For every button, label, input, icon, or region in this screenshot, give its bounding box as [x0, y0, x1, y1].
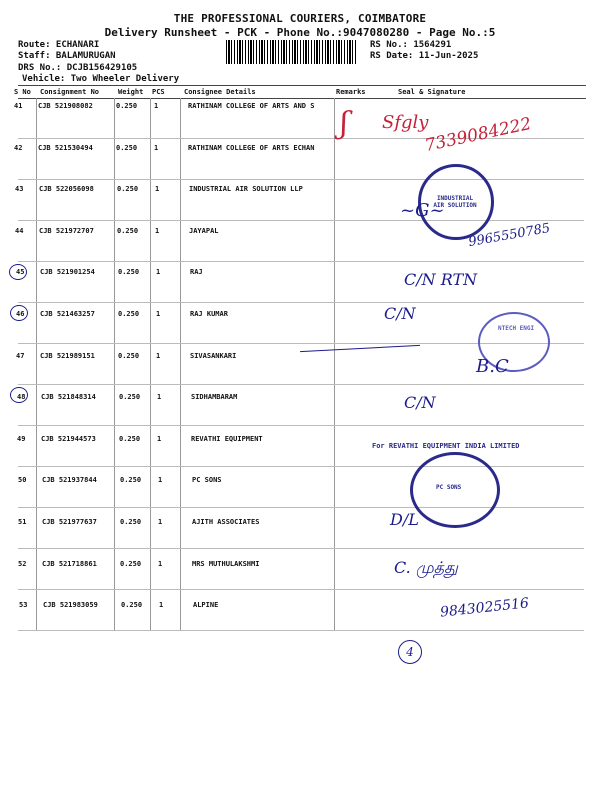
row-pcs: 1 — [158, 476, 163, 485]
report-title: THE PROFESSIONAL COURIERS, COIMBATORE — [173, 12, 427, 25]
row-weight: 0.250 — [118, 268, 140, 277]
row-divider — [18, 261, 584, 262]
col-consignment: Consignment No — [40, 88, 100, 96]
drs-number: DRS No.: DCJB156429105 — [18, 63, 138, 73]
row-divider — [18, 589, 584, 590]
handwritten-phone: 9965550785 — [467, 220, 552, 251]
row-divider — [18, 548, 584, 549]
signature: ~G~ — [400, 200, 445, 221]
row-consignment-no: CJB 521944573 — [41, 434, 96, 443]
circle-mark — [10, 305, 28, 321]
col-remarks: Remarks — [336, 88, 366, 96]
row-consignee: ALPINE — [193, 601, 219, 610]
row-consignment-no: CJB 521983059 — [43, 601, 98, 610]
row-consignee: RATHINAM COLLEGE OF ARTS AND S — [188, 102, 315, 110]
row-divider — [18, 220, 584, 221]
row-pcs: 1 — [156, 310, 161, 318]
row-consignment-no: CJB 521848314 — [41, 393, 96, 402]
row-consignee: SIVASANKARI — [190, 351, 237, 360]
page-circle-mark: 4 — [398, 640, 422, 664]
stamp-text: INDUSTRIAL AIR SOLUTION — [433, 195, 477, 209]
row-sno: 53 — [19, 601, 28, 610]
rs-number: RS No.: 1564291 — [370, 40, 452, 50]
handwritten-remark: B.C — [476, 356, 509, 377]
row-consignee: JAYAPAL — [189, 226, 219, 235]
row-consignee: AJITH ASSOCIATES — [192, 518, 260, 526]
handwritten-remark: D/L — [390, 510, 419, 529]
row-pcs: 1 — [156, 351, 161, 360]
report-subtitle: Delivery Runsheet - PCK - Phone No.:9047080280 - Page No.:5 — [104, 26, 496, 39]
handwritten-remark: C/N RTN — [404, 270, 478, 289]
row-pcs: 1 — [159, 601, 164, 610]
col-consignee: Consignee Details — [184, 88, 256, 96]
row-consignment-no: CJB 521937844 — [42, 476, 97, 485]
staff: Staff: BALAMURUGAN — [18, 51, 116, 61]
rs-date: RS Date: 11-Jun-2025 — [370, 51, 479, 61]
circle-mark — [9, 264, 27, 280]
row-consignment-no: CJB 521972707 — [39, 226, 94, 235]
handwritten-remark: C/N — [404, 393, 436, 412]
row-sno: 50 — [18, 476, 27, 485]
arrow-mark — [300, 345, 420, 352]
row-pcs: 1 — [157, 434, 162, 443]
row-consignment-no: CJB 521908082 — [38, 102, 93, 110]
row-pcs: 1 — [154, 102, 159, 110]
row-consignee: RAJ — [190, 268, 203, 277]
row-consignment-no: CJB 521530494 — [38, 143, 93, 152]
row-weight: 0.250 — [119, 434, 141, 443]
col-sno: S No — [14, 88, 31, 96]
row-pcs: 1 — [155, 185, 160, 194]
row-pcs: 1 — [158, 559, 163, 568]
row-weight: 0.250 — [120, 476, 142, 485]
row-consignee: REVATHI EQUIPMENT — [191, 434, 263, 443]
row-weight: 0.250 — [118, 351, 140, 360]
barcode — [226, 40, 356, 64]
row-consignee: RATHINAM COLLEGE OF ARTS ECHAN — [188, 143, 315, 152]
row-weight: 0.250 — [118, 310, 140, 318]
row-weight: 0.250 — [120, 518, 142, 526]
route: Route: ECHANARI — [18, 40, 100, 50]
row-divider — [18, 425, 584, 426]
col-seal: Seal & Signature — [398, 88, 466, 96]
stamp-text: PC SONS — [436, 484, 462, 491]
row-consignment-no: CJB 521989151 — [40, 351, 95, 360]
handwritten-remark: C/N — [384, 304, 416, 323]
row-consignee: INDUSTRIAL AIR SOLUTION LLP — [189, 185, 303, 194]
vehicle: Vehicle: Two Wheeler Delivery — [22, 74, 180, 84]
row-consignee: SIDHAMBARAM — [191, 393, 238, 402]
row-sno: 46 — [16, 310, 25, 318]
row-divider — [18, 630, 584, 631]
row-weight: 0.250 — [119, 393, 141, 402]
row-consignment-no: CJB 521718861 — [42, 559, 97, 568]
col-pcs: PCS — [152, 88, 165, 96]
company-seal-text: For REVATHI EQUIPMENT INDIA LIMITED — [372, 442, 520, 450]
row-consignment-no: CJB 521463257 — [40, 310, 95, 318]
row-sno: 44 — [15, 226, 24, 235]
row-sno: 47 — [16, 351, 25, 360]
row-sno: 45 — [16, 268, 25, 277]
row-divider — [18, 466, 584, 467]
row-sno: 51 — [18, 518, 27, 526]
handwritten-phone: 9843025516 — [439, 595, 530, 621]
row-sno: 52 — [18, 559, 27, 568]
red-signature: ʃ — [340, 106, 349, 141]
row-weight: 0.250 — [117, 185, 139, 194]
col-weight: Weight — [118, 88, 144, 96]
row-divider — [18, 179, 584, 180]
row-sno: 42 — [14, 143, 23, 152]
row-pcs: 1 — [155, 226, 160, 235]
row-sno: 43 — [15, 185, 24, 194]
row-weight: 0.250 — [117, 226, 139, 235]
row-sno: 41 — [14, 102, 23, 110]
row-divider — [18, 384, 584, 385]
circle-mark — [10, 387, 28, 403]
handwritten-phone: 7339084222 — [423, 113, 534, 157]
row-sno: 49 — [17, 434, 26, 443]
row-pcs: 1 — [156, 268, 161, 277]
row-weight: 0.250 — [120, 559, 142, 568]
row-sno: 48 — [17, 393, 26, 402]
row-consignee: MRS MUTHULAKSHMI — [192, 559, 260, 568]
row-weight: 0.250 — [121, 601, 143, 610]
red-signature: Sfgly — [382, 112, 429, 133]
handwritten-name: C. முத்து — [394, 558, 458, 577]
row-consignee: RAJ KUMAR — [190, 310, 228, 318]
row-consignment-no: CJB 522056098 — [39, 185, 94, 194]
row-divider — [18, 507, 584, 508]
row-weight: 0.250 — [116, 143, 138, 152]
row-divider — [18, 302, 584, 303]
row-consignment-no: CJB 521901254 — [40, 268, 95, 277]
stamp-text: NTECH ENGI — [498, 325, 535, 332]
row-weight: 0.250 — [116, 102, 138, 110]
row-consignment-no: CJB 521977637 — [42, 518, 97, 526]
row-pcs: 1 — [154, 143, 159, 152]
row-pcs: 1 — [157, 393, 162, 402]
row-consignee: PC SONS — [192, 476, 222, 485]
row-pcs: 1 — [158, 518, 163, 526]
